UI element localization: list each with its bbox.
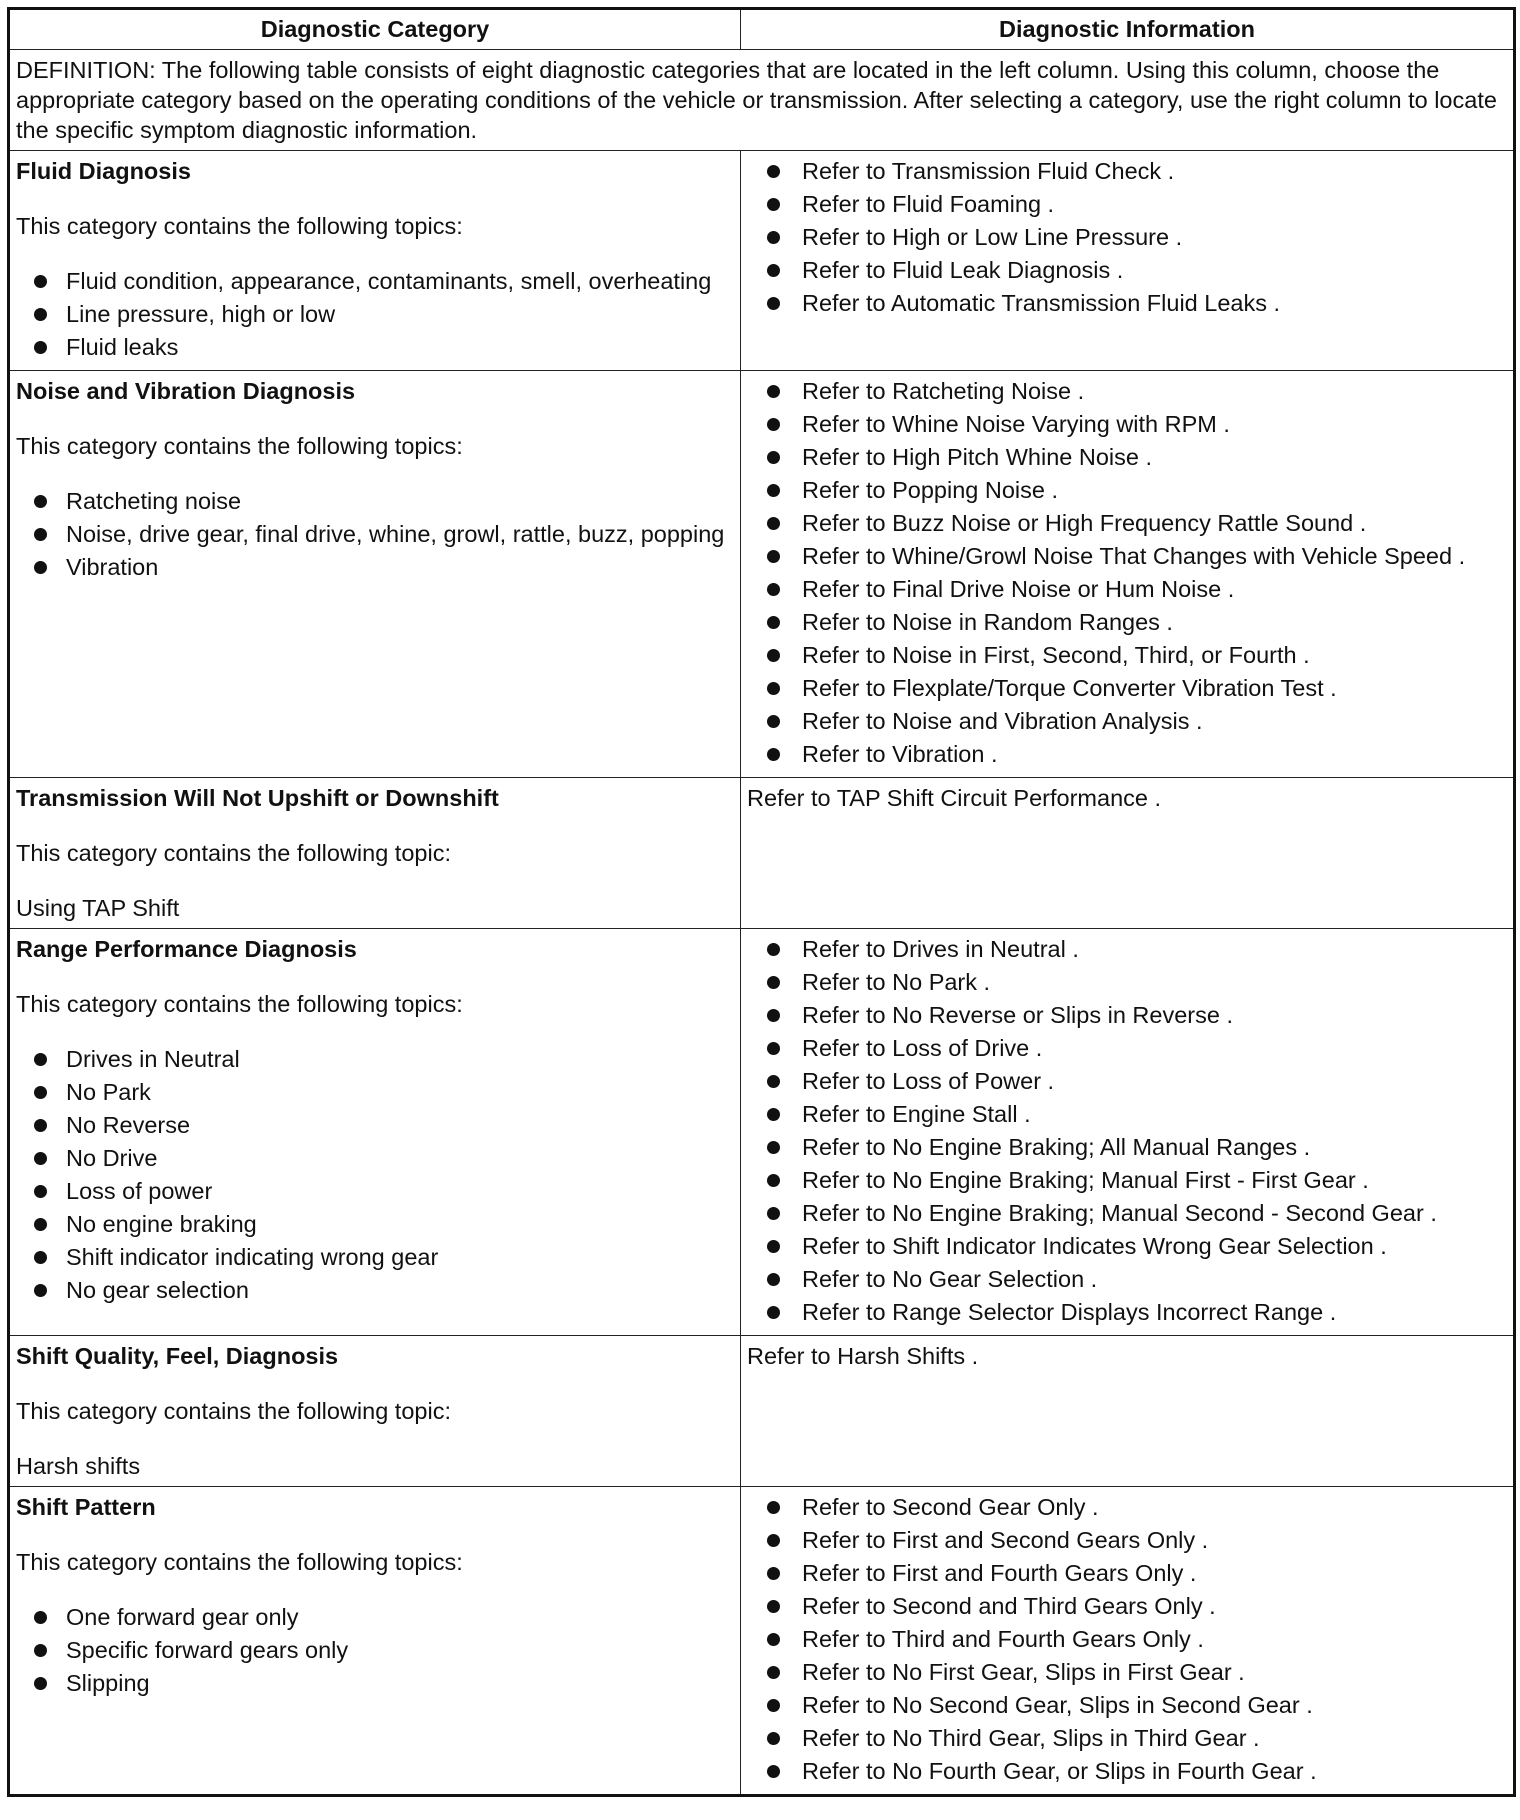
header-row [9,9,1515,50]
bullet-icon [767,1075,780,1088]
diagnostic-table [7,7,1516,1797]
bullet-icon [767,1633,780,1646]
topic-text: No engine braking [66,1211,257,1237]
reference-item [747,222,1507,252]
topic-text: Line pressure, high or low [66,301,336,327]
bullet-icon [34,1284,47,1297]
topic-list [16,1044,734,1305]
reference-text: Refer to First and Fourth Gears Only . [802,1560,1197,1586]
reference-text: Refer to No Third Gear, Slips in Third Gear . [802,1725,1260,1751]
reference-item [747,1558,1507,1588]
category-intro: This category contains the following topics: [16,1549,463,1575]
topic-text: Drives in Neutral [66,1046,240,1072]
topic-list [16,486,734,582]
reference-list [747,1492,1507,1786]
reference-item [747,255,1507,285]
bullet-icon [767,1534,780,1547]
reference-item [747,1690,1507,1720]
bullet-icon [34,1251,47,1264]
bullet-icon [767,484,780,497]
reference-text: Refer to Noise and Vibration Analysis . [802,708,1203,734]
category-cell [9,1487,741,1796]
bullet-icon [34,1119,47,1132]
topic-list [16,266,734,362]
reference-item [747,442,1507,472]
topic-item [16,1176,734,1206]
category-cell [9,371,741,778]
bullet-icon [767,451,780,464]
category-intro: This category contains the following topic: [16,840,451,866]
reference-item [747,189,1507,219]
bullet-icon [34,1152,47,1165]
info-cell [741,151,1515,371]
reference-text: Refer to Buzz Noise or High Frequency Rattle Sound . [802,510,1367,536]
bullet-icon [767,682,780,695]
topic-text: Ratcheting noise [66,488,242,514]
reference-item [747,1657,1507,1687]
reference-item [747,1033,1507,1063]
reference-text: Refer to Ratcheting Noise . [802,378,1085,404]
category-title: Shift Quality, Feel, Diagnosis [16,1343,339,1369]
reference-text: Refer to No Park . [802,969,991,995]
topic-text: Specific forward gears only [66,1637,349,1663]
reference-item [747,934,1507,964]
bullet-icon [767,418,780,431]
category-title: Noise and Vibration Diagnosis [16,378,356,404]
bullet-icon [767,231,780,244]
bullet-icon [767,583,780,596]
bullet-icon [34,341,47,354]
reference-text: Refer to Shift Indicator Indicates Wrong Gear Selection . [802,1233,1387,1259]
reference-item [747,1756,1507,1786]
bullet-icon [767,517,780,530]
topic-text: No Reverse [66,1112,191,1138]
topic-item [16,519,734,549]
reference-text: Refer to Fluid Leak Diagnosis . [802,257,1124,283]
topic-item [16,266,734,296]
reference-text: Refer to Second and Third Gears Only . [802,1593,1216,1619]
header-diagnostic-category: Diagnostic Category [9,9,741,50]
reference-text: Refer to Vibration . [802,741,998,767]
reference-text: Refer to Drives in Neutral . [802,936,1079,962]
reference-item [747,967,1507,997]
bullet-icon [767,1174,780,1187]
topic-item [16,1668,734,1698]
info-cell [741,1336,1515,1487]
reference-text: Refer to High Pitch Whine Noise . [802,444,1153,470]
topic-item [16,1602,734,1632]
reference-item [747,508,1507,538]
definition-row [9,50,1515,151]
bullet-icon [767,943,780,956]
topic-text: No Park [66,1079,151,1105]
bullet-icon [767,1306,780,1319]
topic-item [16,1275,734,1305]
bullet-icon [767,1207,780,1220]
bullet-icon [767,715,780,728]
bullet-icon [767,976,780,989]
bullet-icon [34,1644,47,1657]
reference-text: Refer to Second Gear Only . [802,1494,1099,1520]
reference-text: Refer to Whine/Growl Noise That Changes with Vehicle Speed . [802,543,1466,569]
definition-text: DEFINITION: The following table consists of eight diagnostic categories that are located in the left column. Using this column, choose the appropriate category based on the operating conditions of the vehicle or transmission. After selecting a category, use the right column to locate the specific symptom diagnostic information. [9,50,1515,151]
category-title: Shift Pattern [16,1494,156,1520]
bullet-icon [767,616,780,629]
topic-item [16,1143,734,1173]
reference-text: Refer to TAP Shift Circuit Performance . [747,785,1162,811]
reference-item [747,607,1507,637]
header-diagnostic-information: Diagnostic Information [741,9,1515,50]
topic-text: Vibration [66,554,159,580]
topic-text: Harsh shifts [16,1453,141,1479]
reference-text: Refer to No First Gear, Slips in First Gear . [802,1659,1245,1685]
reference-text: Refer to Engine Stall . [802,1101,1031,1127]
bullet-icon [767,1009,780,1022]
reference-text: Refer to Transmission Fluid Check . [802,158,1175,184]
reference-item [747,1492,1507,1522]
category-row [9,1487,1515,1796]
category-cell [9,778,741,929]
reference-text: Refer to No Engine Braking; Manual First - First Gear . [802,1167,1369,1193]
reference-text: Refer to No Fourth Gear, or Slips in Fourth Gear . [802,1758,1317,1784]
bullet-icon [767,1732,780,1745]
category-row [9,1336,1515,1487]
topic-text: Fluid condition, appearance, contaminants, smell, overheating [66,268,712,294]
info-cell [741,778,1515,929]
reference-item [747,376,1507,406]
reference-item [747,1099,1507,1129]
reference-item [747,1624,1507,1654]
bullet-icon [34,275,47,288]
bullet-icon [767,1501,780,1514]
bullet-icon [767,297,780,310]
bullet-icon [767,264,780,277]
topic-item [16,1209,734,1239]
reference-item [747,706,1507,736]
topic-text: Using TAP Shift [16,895,180,921]
reference-list [747,376,1507,769]
bullet-icon [34,1611,47,1624]
bullet-icon [767,1273,780,1286]
bullet-icon [767,1108,780,1121]
bullet-icon [767,198,780,211]
bullet-icon [767,649,780,662]
reference-item [747,1066,1507,1096]
reference-item [747,640,1507,670]
reference-item [747,1264,1507,1294]
category-row [9,371,1515,778]
category-cell [9,1336,741,1487]
topic-text: Fluid leaks [66,334,179,360]
topic-text: No gear selection [66,1277,249,1303]
reference-list [747,934,1507,1327]
bullet-icon [767,1567,780,1580]
bullet-icon [34,1677,47,1690]
reference-text: Refer to Automatic Transmission Fluid Leaks . [802,290,1281,316]
reference-text: Refer to First and Second Gears Only . [802,1527,1209,1553]
reference-item [747,541,1507,571]
reference-text: Refer to Final Drive Noise or Hum Noise . [802,576,1235,602]
info-cell [741,371,1515,778]
topic-item [16,332,734,362]
reference-text: Refer to Popping Noise . [802,477,1059,503]
reference-text: Refer to Fluid Foaming . [802,191,1055,217]
topic-text: Slipping [66,1670,150,1696]
bullet-icon [34,1053,47,1066]
reference-text: Refer to Flexplate/Torque Converter Vibration Test . [802,675,1337,701]
info-cell [741,929,1515,1336]
bullet-icon [34,1086,47,1099]
category-intro: This category contains the following topic: [16,1398,451,1424]
info-cell [741,1487,1515,1796]
topic-item [16,1242,734,1272]
bullet-icon [767,1240,780,1253]
topic-item [16,486,734,516]
reference-list [747,156,1507,318]
bullet-icon [767,1765,780,1778]
reference-text: Refer to Whine Noise Varying with RPM . [802,411,1230,437]
reference-item [747,1165,1507,1195]
reference-item [747,1525,1507,1555]
topic-text: No Drive [66,1145,158,1171]
bullet-icon [34,495,47,508]
reference-item [747,156,1507,186]
bullet-icon [34,308,47,321]
reference-item [747,673,1507,703]
bullet-icon [767,748,780,761]
topic-item [16,1044,734,1074]
reference-text: Refer to Noise in First, Second, Third, or Fourth . [802,642,1310,668]
bullet-icon [767,385,780,398]
bullet-icon [767,1141,780,1154]
reference-text: Refer to Noise in Random Ranges . [802,609,1173,635]
category-title: Fluid Diagnosis [16,158,191,184]
bullet-icon [767,165,780,178]
reference-item [747,574,1507,604]
reference-item [747,1723,1507,1753]
category-cell [9,929,741,1336]
bullet-icon [34,1218,47,1231]
reference-item [747,1132,1507,1162]
reference-item [747,1198,1507,1228]
reference-text: Refer to High or Low Line Pressure . [802,224,1183,250]
category-row [9,151,1515,371]
reference-item [747,475,1507,505]
category-title: Range Performance Diagnosis [16,936,357,962]
category-cell [9,151,741,371]
reference-text: Refer to No Second Gear, Slips in Second Gear . [802,1692,1313,1718]
reference-text: Refer to Harsh Shifts . [747,1343,979,1369]
topic-item [16,1077,734,1107]
reference-item [747,739,1507,769]
bullet-icon [34,528,47,541]
topic-text: Loss of power [66,1178,213,1204]
reference-text: Refer to No Gear Selection . [802,1266,1098,1292]
reference-item [747,409,1507,439]
category-intro: This category contains the following topics: [16,213,463,239]
reference-text: Refer to No Engine Braking; Manual Second - Second Gear . [802,1200,1437,1226]
category-title: Transmission Will Not Upshift or Downshift [16,785,499,811]
bullet-icon [767,550,780,563]
reference-text: Refer to No Engine Braking; All Manual Ranges . [802,1134,1311,1160]
topic-item [16,299,734,329]
reference-item [747,1297,1507,1327]
topic-text: Shift indicator indicating wrong gear [66,1244,439,1270]
bullet-icon [34,561,47,574]
reference-item [747,288,1507,318]
bullet-icon [767,1042,780,1055]
topic-item [16,552,734,582]
category-intro: This category contains the following topics: [16,991,463,1017]
reference-item [747,1231,1507,1261]
reference-item [747,1591,1507,1621]
topic-text: Noise, drive gear, final drive, whine, growl, rattle, buzz, popping [66,521,725,547]
reference-item [747,1000,1507,1030]
category-row [9,778,1515,929]
topic-text: One forward gear only [66,1604,299,1630]
bullet-icon [767,1600,780,1613]
reference-text: Refer to Loss of Power . [802,1068,1055,1094]
reference-text: Refer to Range Selector Displays Incorrect Range . [802,1299,1337,1325]
bullet-icon [767,1666,780,1679]
category-row [9,929,1515,1336]
reference-text: Refer to No Reverse or Slips in Reverse . [802,1002,1233,1028]
bullet-icon [34,1185,47,1198]
topic-item [16,1635,734,1665]
topic-list [16,1602,734,1698]
category-intro: This category contains the following topics: [16,433,463,459]
bullet-icon [767,1699,780,1712]
reference-text: Refer to Third and Fourth Gears Only . [802,1626,1204,1652]
reference-text: Refer to Loss of Drive . [802,1035,1043,1061]
topic-item [16,1110,734,1140]
